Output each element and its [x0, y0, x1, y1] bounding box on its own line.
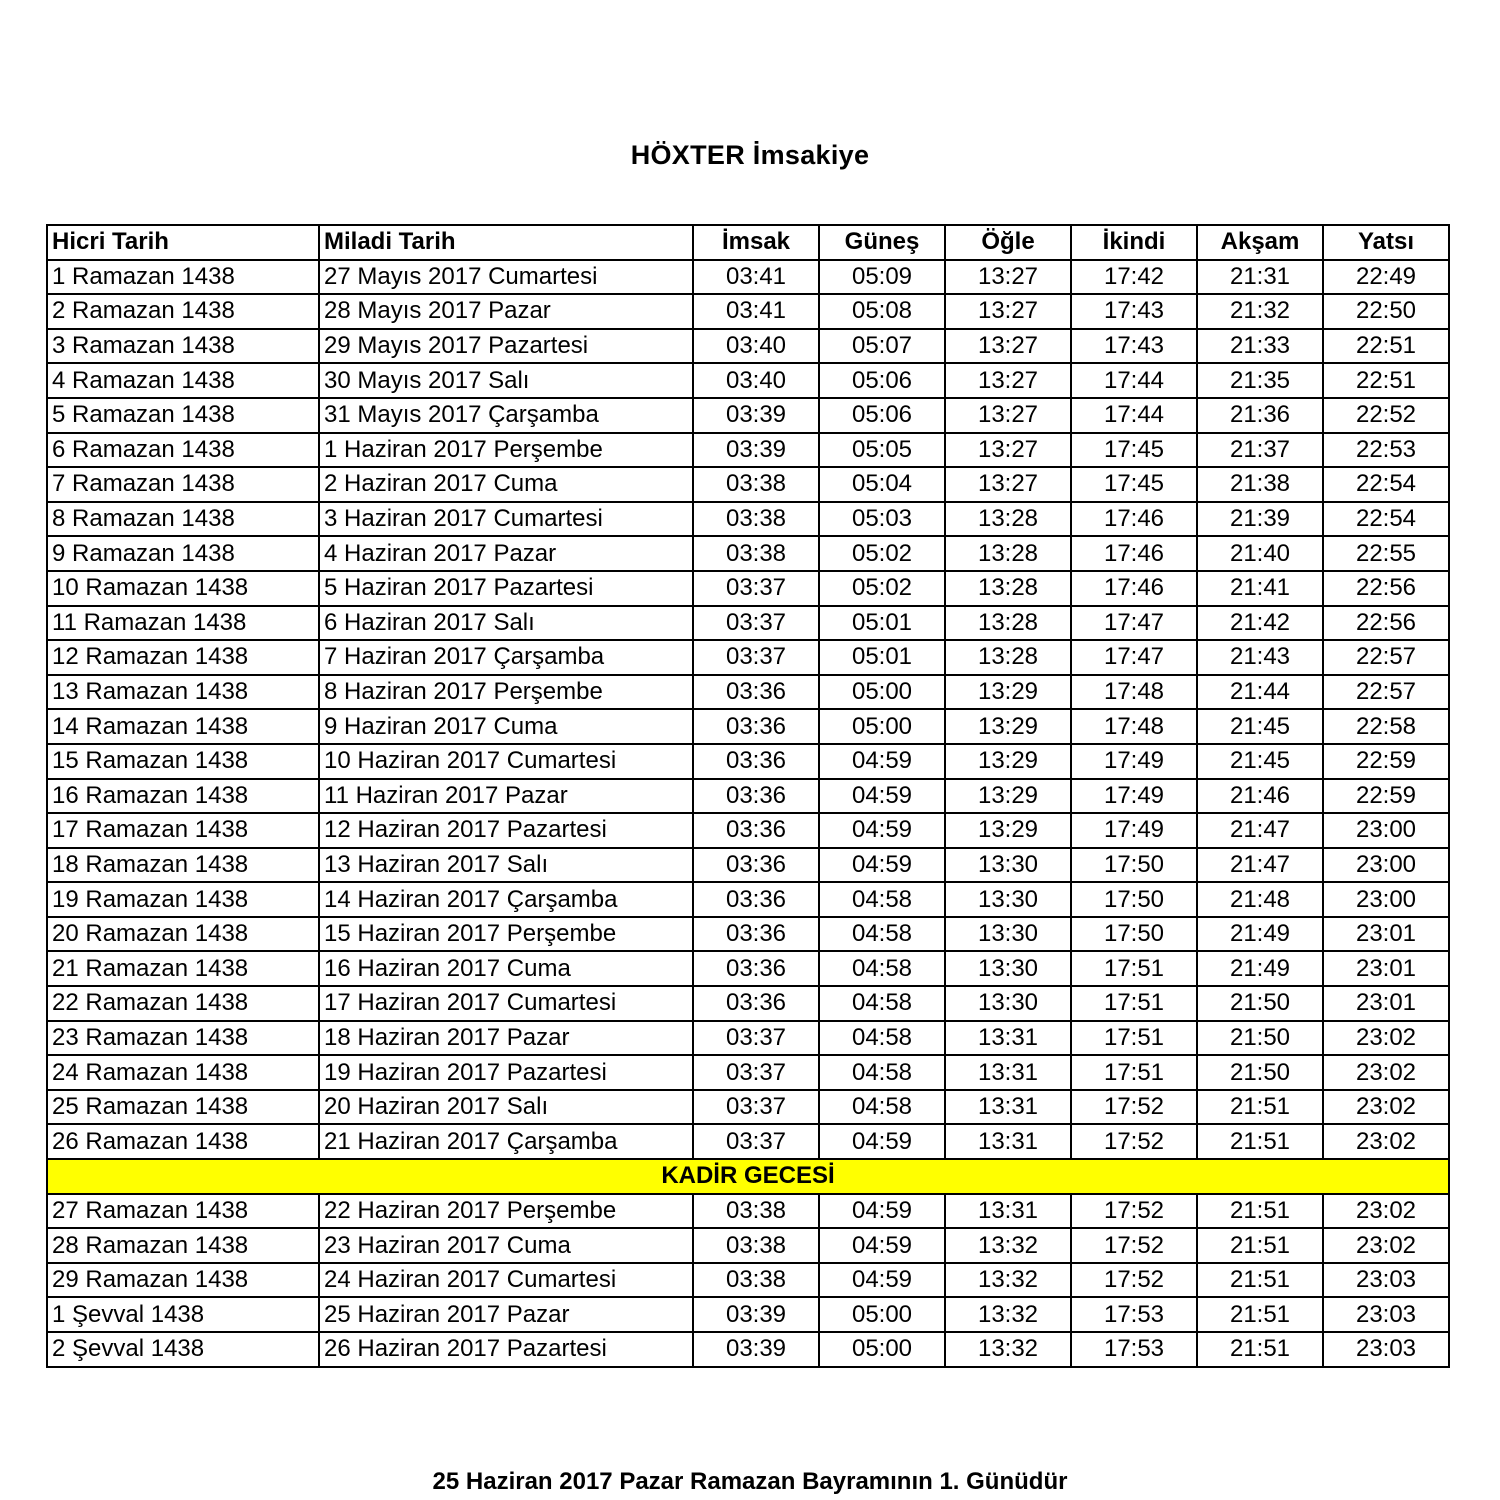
cell-hicri-tarih: 27 Ramazan 1438 — [47, 1194, 319, 1229]
cell-ogle: 13:30 — [945, 951, 1071, 986]
cell-gunes: 04:58 — [819, 1055, 945, 1090]
cell-aksam: 21:43 — [1197, 640, 1323, 675]
cell-gunes: 05:03 — [819, 502, 945, 537]
cell-ogle: 13:29 — [945, 709, 1071, 744]
cell-ikindi: 17:46 — [1071, 536, 1197, 571]
cell-hicri-tarih: 22 Ramazan 1438 — [47, 986, 319, 1021]
cell-yatsi: 23:03 — [1323, 1297, 1449, 1332]
page-title: HÖXTER İmsakiye — [630, 140, 870, 170]
cell-gunes: 04:59 — [819, 1194, 945, 1229]
cell-imsak: 03:36 — [693, 986, 819, 1021]
cell-ogle: 13:27 — [945, 467, 1071, 502]
cell-yatsi: 23:00 — [1323, 848, 1449, 883]
kadir-gecesi-row — [47, 1159, 1449, 1194]
cell-gunes: 05:01 — [819, 606, 945, 641]
cell-ogle: 13:30 — [945, 917, 1071, 952]
cell-aksam: 21:36 — [1197, 398, 1323, 433]
cell-hicri-tarih: 18 Ramazan 1438 — [47, 848, 319, 883]
table-row — [47, 1263, 1449, 1298]
cell-hicri-tarih: 12 Ramazan 1438 — [47, 640, 319, 675]
cell-ikindi: 17:46 — [1071, 502, 1197, 537]
cell-miladi-tarih: 31 Mayıs 2017 Çarşamba — [319, 398, 693, 433]
table-row — [47, 363, 1449, 398]
cell-gunes: 05:00 — [819, 709, 945, 744]
cell-imsak: 03:40 — [693, 363, 819, 398]
table-row — [47, 294, 1449, 329]
cell-imsak: 03:36 — [693, 744, 819, 779]
cell-aksam: 21:38 — [1197, 467, 1323, 502]
cell-yatsi: 23:03 — [1323, 1332, 1449, 1367]
cell-aksam: 21:46 — [1197, 779, 1323, 814]
cell-ikindi: 17:50 — [1071, 917, 1197, 952]
cell-hicri-tarih: 4 Ramazan 1438 — [47, 363, 319, 398]
cell-ikindi: 17:43 — [1071, 294, 1197, 329]
cell-aksam: 21:50 — [1197, 1055, 1323, 1090]
cell-ogle: 13:31 — [945, 1090, 1071, 1125]
bayram-note: 25 Haziran 2017 Pazar Ramazan Bayramının 1. Günüdür — [432, 1468, 1068, 1495]
cell-hicri-tarih: 17 Ramazan 1438 — [47, 813, 319, 848]
cell-ikindi: 17:51 — [1071, 951, 1197, 986]
cell-hicri-tarih: 11 Ramazan 1438 — [47, 606, 319, 641]
cell-yatsi: 22:57 — [1323, 640, 1449, 675]
cell-aksam: 21:40 — [1197, 536, 1323, 571]
header-yatsi: Yatsı — [1323, 225, 1449, 260]
cell-imsak: 03:37 — [693, 1021, 819, 1056]
cell-miladi-tarih: 24 Haziran 2017 Cumartesi — [319, 1263, 693, 1298]
cell-gunes: 05:06 — [819, 398, 945, 433]
cell-aksam: 21:35 — [1197, 363, 1323, 398]
table-body — [47, 260, 1449, 1367]
cell-yatsi: 23:01 — [1323, 917, 1449, 952]
cell-ogle: 13:29 — [945, 813, 1071, 848]
cell-ogle: 13:30 — [945, 848, 1071, 883]
cell-imsak: 03:41 — [693, 260, 819, 295]
cell-hicri-tarih: 7 Ramazan 1438 — [47, 467, 319, 502]
cell-ogle: 13:29 — [945, 675, 1071, 710]
cell-miladi-tarih: 5 Haziran 2017 Pazartesi — [319, 571, 693, 606]
cell-aksam: 21:42 — [1197, 606, 1323, 641]
cell-imsak: 03:38 — [693, 536, 819, 571]
cell-yatsi: 22:56 — [1323, 606, 1449, 641]
cell-gunes: 04:59 — [819, 779, 945, 814]
cell-aksam: 21:41 — [1197, 571, 1323, 606]
cell-yatsi: 22:50 — [1323, 294, 1449, 329]
cell-miladi-tarih: 11 Haziran 2017 Pazar — [319, 779, 693, 814]
cell-yatsi: 22:59 — [1323, 744, 1449, 779]
cell-gunes: 04:58 — [819, 986, 945, 1021]
cell-ogle: 13:29 — [945, 744, 1071, 779]
cell-ikindi: 17:48 — [1071, 709, 1197, 744]
cell-hicri-tarih: 2 Ramazan 1438 — [47, 294, 319, 329]
cell-yatsi: 22:49 — [1323, 260, 1449, 295]
cell-imsak: 03:36 — [693, 848, 819, 883]
cell-gunes: 05:05 — [819, 433, 945, 468]
cell-hicri-tarih: 15 Ramazan 1438 — [47, 744, 319, 779]
table-row — [47, 1332, 1449, 1367]
cell-miladi-tarih: 28 Mayıs 2017 Pazar — [319, 294, 693, 329]
table-row — [47, 848, 1449, 883]
cell-hicri-tarih: 3 Ramazan 1438 — [47, 329, 319, 364]
cell-gunes: 05:00 — [819, 1332, 945, 1367]
cell-aksam: 21:37 — [1197, 433, 1323, 468]
cell-aksam: 21:50 — [1197, 1021, 1323, 1056]
cell-ogle: 13:32 — [945, 1228, 1071, 1263]
cell-imsak: 03:38 — [693, 467, 819, 502]
cell-ogle: 13:30 — [945, 882, 1071, 917]
table-row — [47, 1055, 1449, 1090]
cell-ikindi: 17:45 — [1071, 467, 1197, 502]
cell-aksam: 21:47 — [1197, 848, 1323, 883]
cell-ogle: 13:31 — [945, 1194, 1071, 1229]
cell-ogle: 13:27 — [945, 433, 1071, 468]
cell-yatsi: 23:02 — [1323, 1228, 1449, 1263]
cell-yatsi: 22:54 — [1323, 502, 1449, 537]
cell-ogle: 13:27 — [945, 398, 1071, 433]
cell-ogle: 13:28 — [945, 640, 1071, 675]
cell-hicri-tarih: 25 Ramazan 1438 — [47, 1090, 319, 1125]
cell-imsak: 03:38 — [693, 1194, 819, 1229]
cell-ikindi: 17:52 — [1071, 1263, 1197, 1298]
cell-imsak: 03:36 — [693, 917, 819, 952]
header-aksam: Akşam — [1197, 225, 1323, 260]
cell-ikindi: 17:51 — [1071, 1021, 1197, 1056]
cell-gunes: 05:00 — [819, 1297, 945, 1332]
table-row — [47, 536, 1449, 571]
cell-miladi-tarih: 15 Haziran 2017 Perşembe — [319, 917, 693, 952]
cell-yatsi: 22:57 — [1323, 675, 1449, 710]
cell-gunes: 04:59 — [819, 1228, 945, 1263]
cell-ogle: 13:28 — [945, 571, 1071, 606]
cell-aksam: 21:51 — [1197, 1124, 1323, 1159]
cell-miladi-tarih: 8 Haziran 2017 Perşembe — [319, 675, 693, 710]
cell-yatsi: 23:02 — [1323, 1090, 1449, 1125]
cell-miladi-tarih: 26 Haziran 2017 Pazartesi — [319, 1332, 693, 1367]
cell-ogle: 13:30 — [945, 986, 1071, 1021]
table-row — [47, 1090, 1449, 1125]
table-row — [47, 606, 1449, 641]
cell-ikindi: 17:49 — [1071, 779, 1197, 814]
header-ikindi: İkindi — [1071, 225, 1197, 260]
cell-ikindi: 17:46 — [1071, 571, 1197, 606]
table-row — [47, 260, 1449, 295]
cell-ogle: 13:27 — [945, 363, 1071, 398]
cell-miladi-tarih: 23 Haziran 2017 Cuma — [319, 1228, 693, 1263]
table-row — [47, 433, 1449, 468]
cell-miladi-tarih: 27 Mayıs 2017 Cumartesi — [319, 260, 693, 295]
table-row — [47, 571, 1449, 606]
cell-hicri-tarih: 23 Ramazan 1438 — [47, 1021, 319, 1056]
table-row — [47, 986, 1449, 1021]
cell-imsak: 03:38 — [693, 1228, 819, 1263]
cell-hicri-tarih: 19 Ramazan 1438 — [47, 882, 319, 917]
cell-aksam: 21:51 — [1197, 1228, 1323, 1263]
cell-ogle: 13:28 — [945, 536, 1071, 571]
cell-miladi-tarih: 19 Haziran 2017 Pazartesi — [319, 1055, 693, 1090]
cell-imsak: 03:36 — [693, 709, 819, 744]
cell-yatsi: 22:51 — [1323, 329, 1449, 364]
cell-ogle: 13:32 — [945, 1263, 1071, 1298]
cell-hicri-tarih: 21 Ramazan 1438 — [47, 951, 319, 986]
table-row — [47, 398, 1449, 433]
cell-hicri-tarih: 14 Ramazan 1438 — [47, 709, 319, 744]
cell-aksam: 21:39 — [1197, 502, 1323, 537]
cell-gunes: 05:01 — [819, 640, 945, 675]
cell-gunes: 05:02 — [819, 571, 945, 606]
cell-yatsi: 23:01 — [1323, 951, 1449, 986]
cell-gunes: 04:58 — [819, 917, 945, 952]
header-miladi-tarih: Miladi Tarih — [319, 225, 693, 260]
cell-ogle: 13:31 — [945, 1124, 1071, 1159]
cell-ogle: 13:31 — [945, 1021, 1071, 1056]
table-row — [47, 813, 1449, 848]
cell-gunes: 04:59 — [819, 813, 945, 848]
table-row — [47, 882, 1449, 917]
table-row — [47, 1124, 1449, 1159]
cell-ikindi: 17:43 — [1071, 329, 1197, 364]
table-row — [47, 675, 1449, 710]
cell-miladi-tarih: 22 Haziran 2017 Perşembe — [319, 1194, 693, 1229]
cell-yatsi: 23:00 — [1323, 882, 1449, 917]
cell-miladi-tarih: 1 Haziran 2017 Perşembe — [319, 433, 693, 468]
table-row — [47, 709, 1449, 744]
cell-miladi-tarih: 21 Haziran 2017 Çarşamba — [319, 1124, 693, 1159]
cell-ogle: 13:27 — [945, 294, 1071, 329]
cell-miladi-tarih: 29 Mayıs 2017 Pazartesi — [319, 329, 693, 364]
cell-ikindi: 17:50 — [1071, 882, 1197, 917]
cell-gunes: 05:07 — [819, 329, 945, 364]
cell-miladi-tarih: 9 Haziran 2017 Cuma — [319, 709, 693, 744]
cell-miladi-tarih: 30 Mayıs 2017 Salı — [319, 363, 693, 398]
cell-aksam: 21:47 — [1197, 813, 1323, 848]
cell-ikindi: 17:52 — [1071, 1124, 1197, 1159]
cell-yatsi: 22:58 — [1323, 709, 1449, 744]
cell-miladi-tarih: 7 Haziran 2017 Çarşamba — [319, 640, 693, 675]
cell-miladi-tarih: 20 Haziran 2017 Salı — [319, 1090, 693, 1125]
cell-ogle: 13:28 — [945, 606, 1071, 641]
cell-imsak: 03:37 — [693, 1090, 819, 1125]
cell-aksam: 21:51 — [1197, 1090, 1323, 1125]
cell-gunes: 04:59 — [819, 1124, 945, 1159]
cell-aksam: 21:49 — [1197, 917, 1323, 952]
header-imsak: İmsak — [693, 225, 819, 260]
cell-imsak: 03:36 — [693, 675, 819, 710]
cell-hicri-tarih: 26 Ramazan 1438 — [47, 1124, 319, 1159]
cell-imsak: 03:40 — [693, 329, 819, 364]
cell-hicri-tarih: 9 Ramazan 1438 — [47, 536, 319, 571]
cell-ikindi: 17:45 — [1071, 433, 1197, 468]
cell-gunes: 05:04 — [819, 467, 945, 502]
cell-aksam: 21:51 — [1197, 1297, 1323, 1332]
cell-aksam: 21:50 — [1197, 986, 1323, 1021]
cell-gunes: 04:59 — [819, 848, 945, 883]
cell-ikindi: 17:53 — [1071, 1297, 1197, 1332]
cell-miladi-tarih: 25 Haziran 2017 Pazar — [319, 1297, 693, 1332]
cell-yatsi: 23:00 — [1323, 813, 1449, 848]
cell-imsak: 03:37 — [693, 1055, 819, 1090]
cell-yatsi: 23:01 — [1323, 986, 1449, 1021]
cell-hicri-tarih: 8 Ramazan 1438 — [47, 502, 319, 537]
cell-miladi-tarih: 3 Haziran 2017 Cumartesi — [319, 502, 693, 537]
cell-imsak: 03:37 — [693, 606, 819, 641]
cell-ogle: 13:32 — [945, 1332, 1071, 1367]
cell-aksam: 21:51 — [1197, 1194, 1323, 1229]
cell-miladi-tarih: 14 Haziran 2017 Çarşamba — [319, 882, 693, 917]
cell-miladi-tarih: 10 Haziran 2017 Cumartesi — [319, 744, 693, 779]
cell-imsak: 03:39 — [693, 1297, 819, 1332]
cell-aksam: 21:32 — [1197, 294, 1323, 329]
cell-hicri-tarih: 5 Ramazan 1438 — [47, 398, 319, 433]
cell-imsak: 03:38 — [693, 1263, 819, 1298]
cell-aksam: 21:45 — [1197, 709, 1323, 744]
cell-imsak: 03:37 — [693, 1124, 819, 1159]
cell-aksam: 21:49 — [1197, 951, 1323, 986]
cell-yatsi: 22:56 — [1323, 571, 1449, 606]
cell-hicri-tarih: 28 Ramazan 1438 — [47, 1228, 319, 1263]
cell-yatsi: 22:54 — [1323, 467, 1449, 502]
cell-miladi-tarih: 2 Haziran 2017 Cuma — [319, 467, 693, 502]
cell-imsak: 03:36 — [693, 813, 819, 848]
header-hicri-tarih: Hicri Tarih — [47, 225, 319, 260]
table-row — [47, 467, 1449, 502]
cell-miladi-tarih: 6 Haziran 2017 Salı — [319, 606, 693, 641]
cell-gunes: 04:59 — [819, 1263, 945, 1298]
cell-yatsi: 22:53 — [1323, 433, 1449, 468]
imsakiye-table — [46, 224, 1450, 1368]
table-row — [47, 329, 1449, 364]
cell-aksam: 21:31 — [1197, 260, 1323, 295]
cell-yatsi: 23:02 — [1323, 1021, 1449, 1056]
cell-ogle: 13:32 — [945, 1297, 1071, 1332]
cell-imsak: 03:36 — [693, 779, 819, 814]
cell-hicri-tarih: 24 Ramazan 1438 — [47, 1055, 319, 1090]
cell-gunes: 04:59 — [819, 744, 945, 779]
cell-ikindi: 17:52 — [1071, 1194, 1197, 1229]
cell-imsak: 03:39 — [693, 433, 819, 468]
cell-hicri-tarih: 20 Ramazan 1438 — [47, 917, 319, 952]
cell-ikindi: 17:51 — [1071, 1055, 1197, 1090]
cell-hicri-tarih: 6 Ramazan 1438 — [47, 433, 319, 468]
cell-aksam: 21:48 — [1197, 882, 1323, 917]
cell-imsak: 03:39 — [693, 398, 819, 433]
cell-hicri-tarih: 29 Ramazan 1438 — [47, 1263, 319, 1298]
table-row — [47, 917, 1449, 952]
cell-ikindi: 17:44 — [1071, 398, 1197, 433]
cell-aksam: 21:33 — [1197, 329, 1323, 364]
cell-imsak: 03:38 — [693, 502, 819, 537]
cell-hicri-tarih: 13 Ramazan 1438 — [47, 675, 319, 710]
cell-imsak: 03:37 — [693, 571, 819, 606]
cell-ikindi: 17:52 — [1071, 1090, 1197, 1125]
cell-imsak: 03:39 — [693, 1332, 819, 1367]
cell-miladi-tarih: 13 Haziran 2017 Salı — [319, 848, 693, 883]
cell-gunes: 05:00 — [819, 675, 945, 710]
cell-yatsi: 22:52 — [1323, 398, 1449, 433]
cell-gunes: 04:58 — [819, 951, 945, 986]
cell-aksam: 21:51 — [1197, 1263, 1323, 1298]
cell-yatsi: 23:02 — [1323, 1194, 1449, 1229]
cell-ikindi: 17:51 — [1071, 986, 1197, 1021]
table-row — [47, 1297, 1449, 1332]
table-row — [47, 1228, 1449, 1263]
cell-gunes: 05:08 — [819, 294, 945, 329]
cell-yatsi: 23:03 — [1323, 1263, 1449, 1298]
kadir-gecesi-label: KADİR GECESİ — [47, 1159, 1449, 1194]
cell-ogle: 13:29 — [945, 779, 1071, 814]
cell-gunes: 05:02 — [819, 536, 945, 571]
header-gunes: Güneş — [819, 225, 945, 260]
cell-miladi-tarih: 16 Haziran 2017 Cuma — [319, 951, 693, 986]
cell-gunes: 04:58 — [819, 1090, 945, 1125]
cell-gunes: 05:09 — [819, 260, 945, 295]
cell-hicri-tarih: 16 Ramazan 1438 — [47, 779, 319, 814]
cell-imsak: 03:36 — [693, 882, 819, 917]
cell-ikindi: 17:48 — [1071, 675, 1197, 710]
cell-ikindi: 17:49 — [1071, 813, 1197, 848]
table-row — [47, 951, 1449, 986]
cell-imsak: 03:36 — [693, 951, 819, 986]
table-row — [47, 1194, 1449, 1229]
cell-hicri-tarih: 2 Şevval 1438 — [47, 1332, 319, 1367]
cell-miladi-tarih: 4 Haziran 2017 Pazar — [319, 536, 693, 571]
cell-ogle: 13:31 — [945, 1055, 1071, 1090]
cell-gunes: 05:06 — [819, 363, 945, 398]
cell-hicri-tarih: 1 Ramazan 1438 — [47, 260, 319, 295]
cell-imsak: 03:41 — [693, 294, 819, 329]
cell-ikindi: 17:53 — [1071, 1332, 1197, 1367]
cell-gunes: 04:58 — [819, 1021, 945, 1056]
cell-yatsi: 22:59 — [1323, 779, 1449, 814]
cell-yatsi: 23:02 — [1323, 1055, 1449, 1090]
cell-miladi-tarih: 12 Haziran 2017 Pazartesi — [319, 813, 693, 848]
table-row — [47, 640, 1449, 675]
cell-miladi-tarih: 17 Haziran 2017 Cumartesi — [319, 986, 693, 1021]
cell-yatsi: 22:51 — [1323, 363, 1449, 398]
cell-aksam: 21:51 — [1197, 1332, 1323, 1367]
cell-aksam: 21:45 — [1197, 744, 1323, 779]
cell-yatsi: 22:55 — [1323, 536, 1449, 571]
cell-ogle: 13:27 — [945, 329, 1071, 364]
cell-hicri-tarih: 10 Ramazan 1438 — [47, 571, 319, 606]
cell-aksam: 21:44 — [1197, 675, 1323, 710]
cell-miladi-tarih: 18 Haziran 2017 Pazar — [319, 1021, 693, 1056]
cell-ikindi: 17:52 — [1071, 1228, 1197, 1263]
cell-ikindi: 17:42 — [1071, 260, 1197, 295]
table-row — [47, 744, 1449, 779]
cell-yatsi: 23:02 — [1323, 1124, 1449, 1159]
cell-ikindi: 17:44 — [1071, 363, 1197, 398]
cell-hicri-tarih: 1 Şevval 1438 — [47, 1297, 319, 1332]
cell-imsak: 03:37 — [693, 640, 819, 675]
header-ogle: Öğle — [945, 225, 1071, 260]
cell-ogle: 13:28 — [945, 502, 1071, 537]
cell-ikindi: 17:47 — [1071, 640, 1197, 675]
table-row — [47, 1021, 1449, 1056]
table-row — [47, 779, 1449, 814]
cell-gunes: 04:58 — [819, 882, 945, 917]
cell-ogle: 13:27 — [945, 260, 1071, 295]
cell-ikindi: 17:50 — [1071, 848, 1197, 883]
cell-ikindi: 17:49 — [1071, 744, 1197, 779]
table-header-row — [47, 225, 1449, 260]
table-row — [47, 502, 1449, 537]
cell-ikindi: 17:47 — [1071, 606, 1197, 641]
